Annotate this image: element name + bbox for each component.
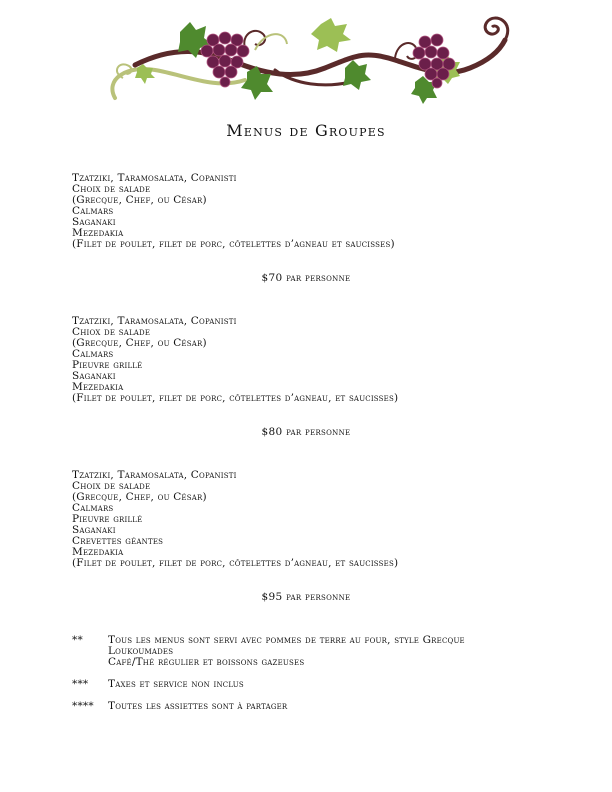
menu-item: (Filet de poulet, filet de porc, côtelettes d’agneau et saucisses) [72,238,395,250]
note-mark: ** [72,634,83,646]
menu-item: (Filet de poulet, filet de porc, côtelettes d’agneau, et saucisses) [72,557,399,569]
menu-item: Mezedakia [72,546,124,558]
menu-item: Mezedakia [72,227,124,239]
menu-price: $70 par personne [261,272,351,284]
menu-item: (Grecque, Chef, ou César) [72,337,207,349]
note-mark: **** [72,700,94,712]
vine-tendril-3 [255,34,287,50]
menu-item: Chiox de salade [72,326,151,338]
menu-item: Calmars [72,205,114,217]
menu-80 [72,316,552,404]
menu-item: Saganaki [72,216,116,228]
menu-item: Pieuvre grillé [72,359,143,371]
menu-item: Calmars [72,502,114,514]
menu-item: Tzatziki, Taramosalata, Copanisti [72,172,237,184]
menu-item: Saganaki [72,370,116,382]
menu-item: (Grecque, Chef, ou César) [72,491,207,503]
menu-item: (Filet de poulet, filet de porc, côtelettes d’agneau, et saucisses) [72,392,399,404]
menu-70 [72,173,552,250]
note-mark: *** [72,678,89,690]
menu-item: Choix de salade [72,183,151,195]
menu-item: Tzatziki, Taramosalata, Copanisti [72,469,237,481]
note-line: Loukoumades [108,645,174,657]
menu-item: Tzatziki, Taramosalata, Copanisti [72,315,237,327]
note-line: Toutes les assiettes sont à partager [108,700,288,712]
vine-swirl-right [485,18,508,40]
note-served-with [72,635,552,669]
note-line: Café/Thé régulier et boissons gazeuses [108,656,305,668]
menu-item: Mezedakia [72,381,124,393]
menu-95 [72,470,552,569]
menu-price: $95 par personne [261,591,351,603]
menu-item: Pieuvre grillé [72,513,143,525]
menu-item: Crevettes géantes [72,535,164,547]
page-title: Menus de Groupes [226,121,386,140]
note-line: Tous les menus sont servi avec pommes de terre au four, style Grecque [108,634,465,646]
menu-item: Saganaki [72,524,116,536]
menu-item: (Grecque, Chef, ou César) [72,194,207,206]
note-taxes [72,679,552,691]
menu-item: Calmars [72,348,114,360]
menu-price: $80 par personne [261,426,351,438]
grape-vine-banner-icon [95,10,515,105]
menu-item: Choix de salade [72,480,151,492]
note-line: Taxes et service non inclus [108,678,244,690]
note-sharing [72,701,552,713]
grape-cluster-icon [201,32,249,87]
